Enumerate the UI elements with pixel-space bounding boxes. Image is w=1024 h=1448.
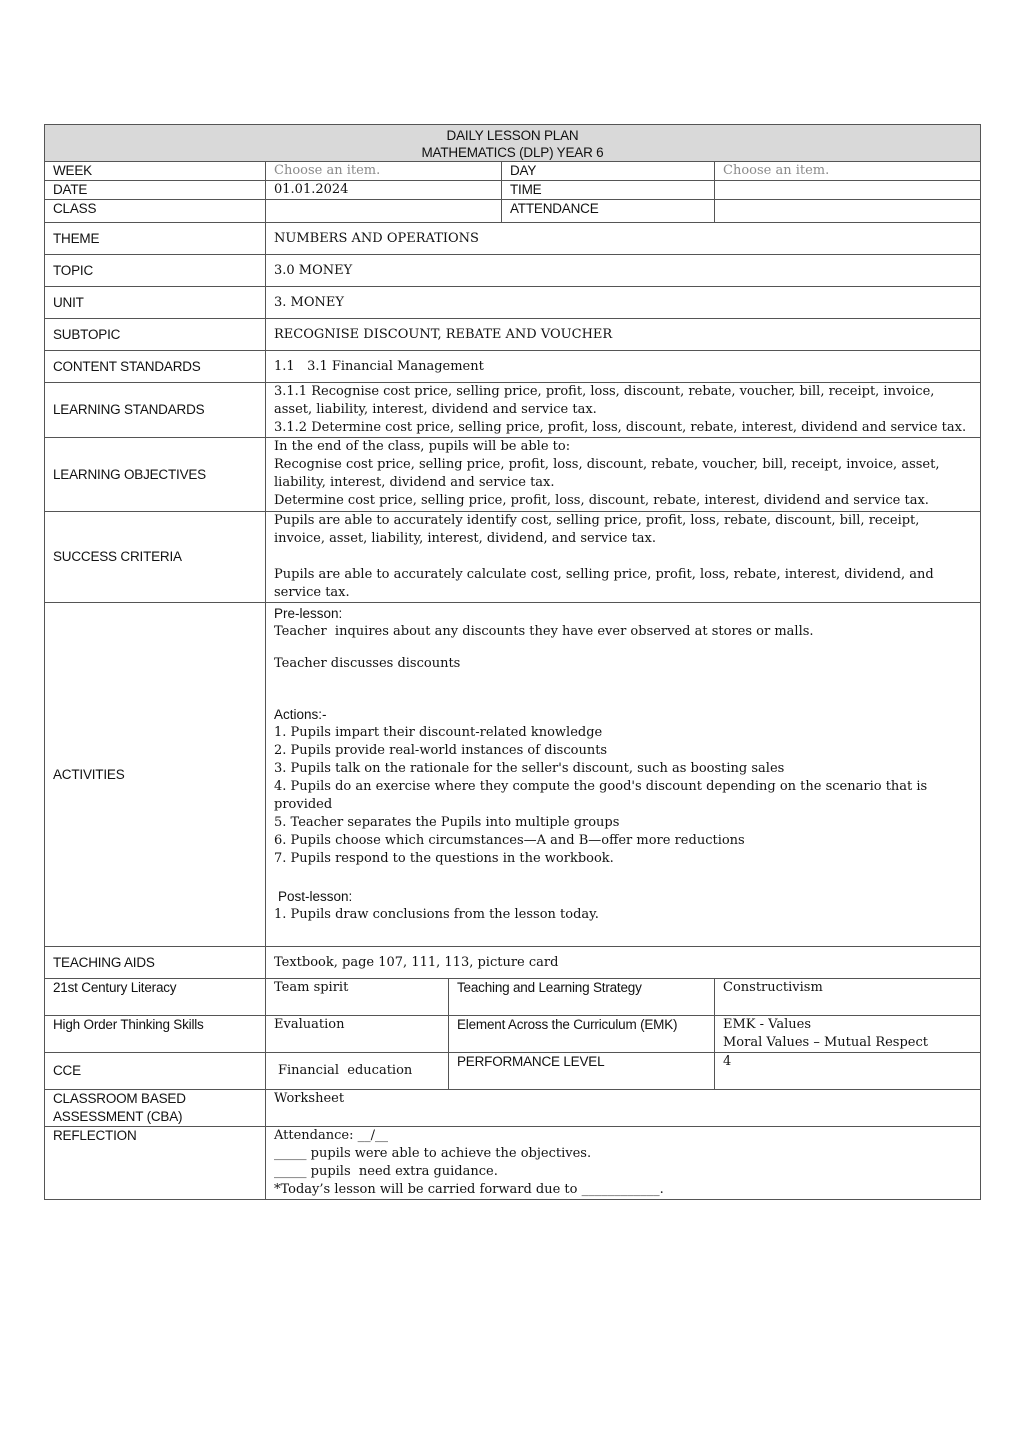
cce-row	[45, 1053, 981, 1090]
teaching-aids-value: Textbook, page 107, 111, 113, picture card	[266, 947, 981, 979]
learning-standards-value	[266, 383, 981, 438]
activities-value	[266, 603, 981, 947]
teaching-aids-label: TEACHING AIDS	[45, 947, 266, 979]
class-row	[45, 200, 981, 223]
theme-row	[45, 223, 981, 255]
success-criterion-2: Pupils are able to accurately calculate cost, selling price, profit, loss, rebate, interest, dividend, and service tax.	[274, 567, 934, 600]
learning-objectives-label: LEARNING OBJECTIVES	[45, 438, 266, 512]
lesson-plan-table	[44, 124, 981, 1200]
hots-value: Evaluation	[266, 1016, 449, 1053]
learning-standard-1: 3.1.1 Recognise cost price, selling price, profit, loss, discount, rebate, voucher, bill, receipt, invoice, asset, liability, interest, dividend and service tax.	[274, 384, 935, 417]
content-standards-value: 1.1 3.1 Financial Management	[266, 351, 981, 383]
pre-lesson-title: Pre-lesson:	[274, 606, 343, 621]
action-item: 5. Teacher separates the Pupils into multiple groups	[274, 815, 620, 830]
topic-value: 3.0 MONEY	[266, 255, 981, 287]
emk-value-1: EMK - Values	[723, 1017, 812, 1032]
reflection-achieved: _____ pupils were able to achieve the objectives.	[274, 1146, 592, 1161]
day-label: DAY	[502, 162, 715, 181]
post-lesson-title: Post-lesson:	[278, 889, 353, 904]
literacy-row	[45, 979, 981, 1016]
strategy-label: Teaching and Learning Strategy	[449, 979, 715, 1016]
topic-label: TOPIC	[45, 255, 266, 287]
attendance-label: ATTENDANCE	[502, 200, 715, 223]
week-label: WEEK	[45, 162, 266, 181]
subtopic-label: SUBTOPIC	[45, 319, 266, 351]
time-label: TIME	[502, 181, 715, 200]
success-criteria-value	[266, 512, 981, 603]
action-item: 7. Pupils respond to the questions in the workbook.	[274, 851, 614, 866]
emk-value	[715, 1016, 981, 1053]
cba-label: CLASSROOM BASED ASSESSMENT (CBA)	[45, 1090, 266, 1127]
objective-1: Recognise cost price, selling price, profit, loss, discount, rebate, voucher, bill, receipt, invoice, asset, liability, interest, dividend and service tax.	[274, 457, 940, 490]
post-lesson-1: 1. Pupils draw conclusions from the lesson today.	[274, 907, 599, 922]
success-criterion-1: Pupils are able to accurately identify cost, selling price, profit, loss, rebate, discount, bill, receipt, invoice, asset, liability, interest, dividend, and service tax.	[274, 513, 920, 546]
action-item: 1. Pupils impart their discount-related knowledge	[274, 725, 603, 740]
reflection-guidance: _____ pupils need extra guidance.	[274, 1164, 498, 1179]
unit-value: 3. MONEY	[266, 287, 981, 319]
theme-label: THEME	[45, 223, 266, 255]
emk-label: Element Across the Curriculum (EMK)	[449, 1016, 715, 1053]
reflection-value	[266, 1127, 981, 1200]
reflection-label: REFLECTION	[45, 1127, 266, 1200]
objective-2: Determine cost price, selling price, profit, loss, discount, rebate, interest, dividend and service tax.	[274, 493, 929, 508]
strategy-value: Constructivism	[715, 979, 981, 1016]
reflection-carried-forward: *Today’s lesson will be carried forward due to ____________.	[274, 1182, 664, 1197]
performance-label: PERFORMANCE LEVEL	[449, 1053, 715, 1090]
actions-title: Actions:-	[274, 707, 327, 722]
learning-objectives-value	[266, 438, 981, 512]
pre-lesson-2: Teacher discusses discounts	[274, 656, 461, 671]
emk-value-2: Moral Values – Mutual Respect	[723, 1035, 928, 1050]
cba-value: Worksheet	[266, 1090, 981, 1127]
time-field[interactable]	[715, 181, 981, 200]
success-criteria-label: SUCCESS CRITERIA	[45, 512, 266, 603]
content-standards-label: CONTENT STANDARDS	[45, 351, 266, 383]
date-field[interactable]: 01.01.2024	[266, 181, 502, 200]
learning-objectives-row	[45, 438, 981, 512]
pre-lesson-1: Teacher inquires about any discounts they have ever observed at stores or malls.	[274, 624, 814, 639]
hots-row	[45, 1016, 981, 1053]
week-dropdown[interactable]: Choose an item.	[266, 162, 502, 181]
activities-row	[45, 603, 981, 947]
class-field[interactable]	[266, 200, 502, 223]
plan-title	[45, 125, 981, 162]
objectives-intro: In the end of the class, pupils will be able to:	[274, 439, 571, 454]
unit-label: UNIT	[45, 287, 266, 319]
date-row	[45, 181, 981, 200]
action-item: 4. Pupils do an exercise where they compute the good's discount depending on the scenario that is provided	[274, 779, 928, 812]
action-item: 2. Pupils provide real-world instances of discounts	[274, 743, 608, 758]
class-label: CLASS	[45, 200, 266, 223]
theme-value: NUMBERS AND OPERATIONS	[266, 223, 981, 255]
content-standards-row	[45, 351, 981, 383]
header-row	[45, 125, 981, 162]
date-label: DATE	[45, 181, 266, 200]
action-item: 6. Pupils choose which circumstances—A and B—offer more reductions	[274, 833, 745, 848]
literacy-value: Team spirit	[266, 979, 449, 1016]
learning-standard-2: 3.1.2 Determine cost price, selling price, profit, loss, discount, rebate, interest, dividend and service tax.	[274, 420, 967, 435]
reflection-attendance: Attendance: __/__	[274, 1128, 388, 1143]
topic-row	[45, 255, 981, 287]
plan-title-line2: MATHEMATICS (DLP) YEAR 6	[421, 145, 604, 160]
learning-standards-row	[45, 383, 981, 438]
learning-standards-label: LEARNING STANDARDS	[45, 383, 266, 438]
success-criteria-row	[45, 512, 981, 603]
performance-value: 4	[715, 1053, 981, 1090]
cce-value: Financial education	[266, 1053, 449, 1090]
cba-row	[45, 1090, 981, 1127]
subtopic-row	[45, 319, 981, 351]
reflection-row	[45, 1127, 981, 1200]
literacy-label: 21st Century Literacy	[45, 979, 266, 1016]
action-item: 3. Pupils talk on the rationale for the seller's discount, such as boosting sales	[274, 761, 785, 776]
unit-row	[45, 287, 981, 319]
lesson-plan-page	[44, 124, 980, 1200]
subtopic-value: RECOGNISE DISCOUNT, REBATE AND VOUCHER	[266, 319, 981, 351]
attendance-field[interactable]	[715, 200, 981, 223]
day-dropdown[interactable]: Choose an item.	[715, 162, 981, 181]
week-row	[45, 162, 981, 181]
hots-label: High Order Thinking Skills	[45, 1016, 266, 1053]
activities-label: ACTIVITIES	[45, 603, 266, 947]
cce-label: CCE	[45, 1053, 266, 1090]
plan-title-line1: DAILY LESSON PLAN	[446, 128, 579, 143]
teaching-aids-row	[45, 947, 981, 979]
